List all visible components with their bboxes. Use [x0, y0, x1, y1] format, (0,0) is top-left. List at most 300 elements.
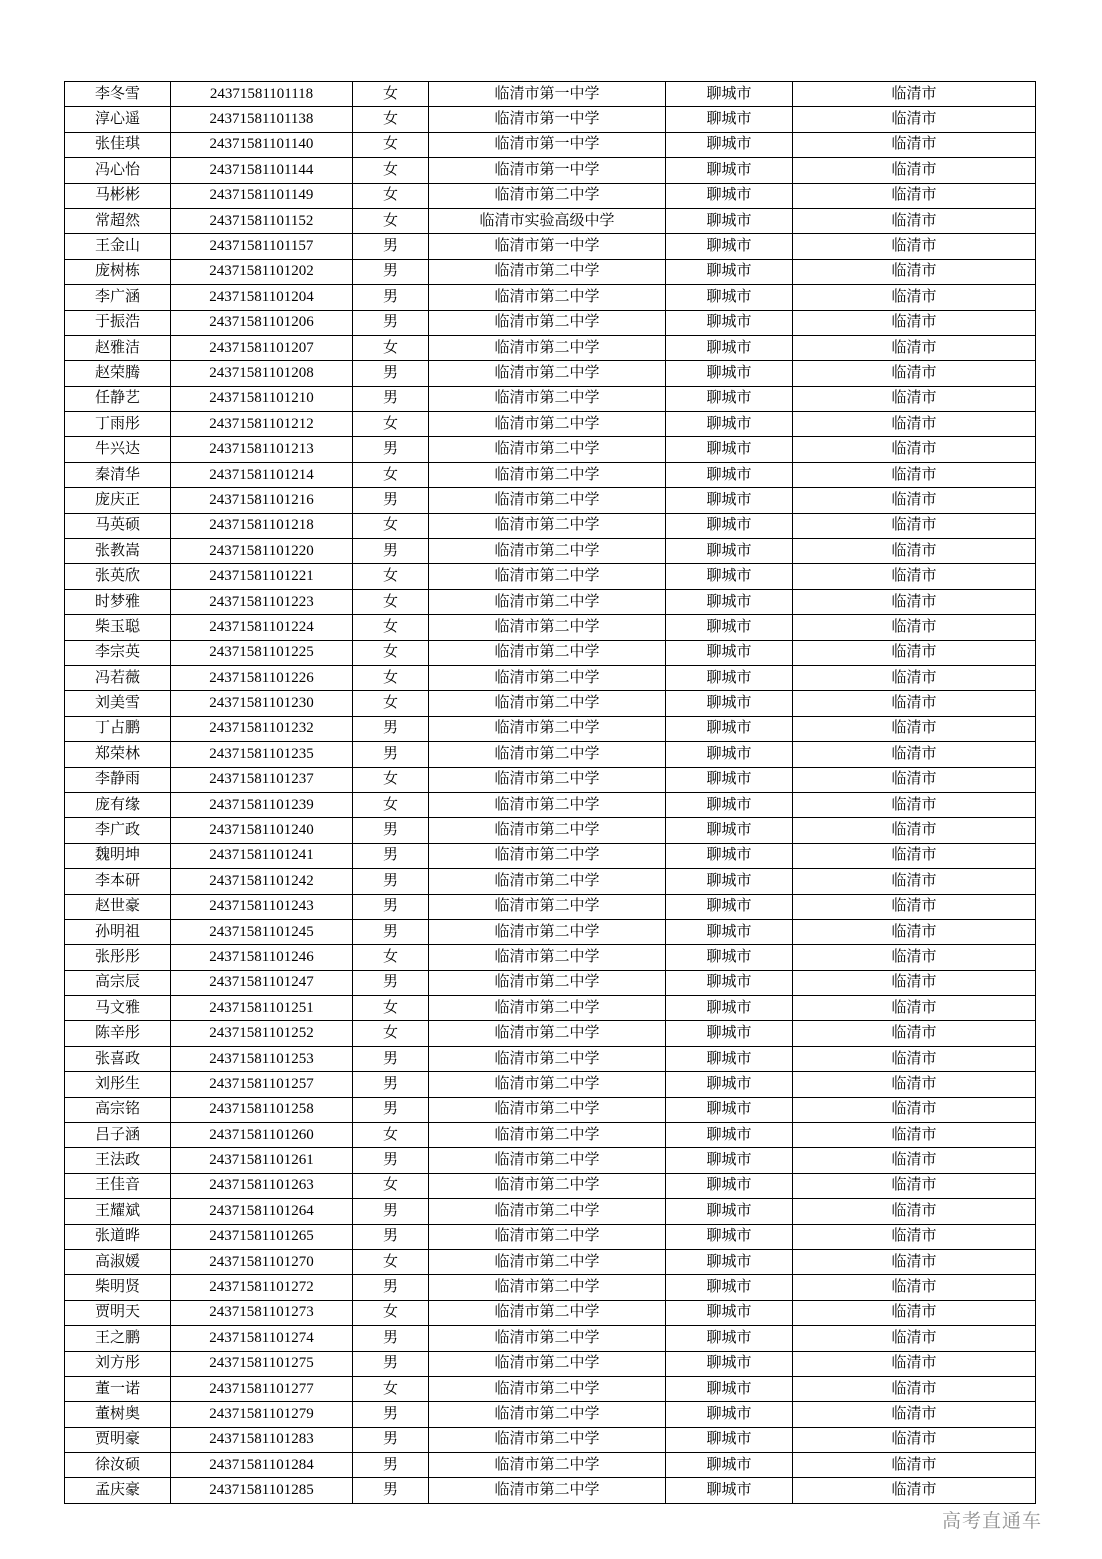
table-row [65, 665, 1036, 690]
cell-name: 丁占鹏 [65, 716, 171, 741]
cell-city: 聊城市 [666, 412, 793, 437]
cell-exam-number: 24371581101224 [171, 615, 353, 640]
table-row [65, 996, 1036, 1021]
cell-exam-number: 24371581101149 [171, 183, 353, 208]
cell-gender: 男 [353, 843, 429, 868]
cell-city: 聊城市 [666, 1478, 793, 1503]
cell-exam-number: 24371581101274 [171, 1326, 353, 1351]
table-row [65, 437, 1036, 462]
cell-county: 临清市 [793, 843, 1036, 868]
cell-county: 临清市 [793, 1097, 1036, 1122]
cell-name: 常超然 [65, 208, 171, 233]
cell-county: 临清市 [793, 894, 1036, 919]
cell-name: 李静雨 [65, 767, 171, 792]
cell-county: 临清市 [793, 792, 1036, 817]
cell-school: 临清市第二中学 [429, 1275, 666, 1300]
cell-county: 临清市 [793, 1326, 1036, 1351]
cell-name: 张道晔 [65, 1224, 171, 1249]
table-row [65, 589, 1036, 614]
table-row [65, 894, 1036, 919]
cell-city: 聊城市 [666, 970, 793, 995]
cell-school: 临清市第二中学 [429, 1376, 666, 1401]
cell-school: 临清市第二中学 [429, 970, 666, 995]
cell-school: 临清市第二中学 [429, 1249, 666, 1274]
cell-exam-number: 24371581101240 [171, 818, 353, 843]
cell-school: 临清市第二中学 [429, 564, 666, 589]
cell-school: 临清市第二中学 [429, 1427, 666, 1452]
cell-city: 聊城市 [666, 1351, 793, 1376]
cell-school: 临清市第二中学 [429, 1224, 666, 1249]
cell-school: 临清市第二中学 [429, 285, 666, 310]
cell-school: 临清市第二中学 [429, 1453, 666, 1478]
table-row [65, 1402, 1036, 1427]
cell-city: 聊城市 [666, 564, 793, 589]
cell-exam-number: 24371581101279 [171, 1402, 353, 1427]
cell-school: 临清市第二中学 [429, 716, 666, 741]
table-row [65, 183, 1036, 208]
table-row [65, 742, 1036, 767]
cell-gender: 女 [353, 665, 429, 690]
cell-gender: 女 [353, 1249, 429, 1274]
cell-county: 临清市 [793, 234, 1036, 259]
cell-name: 李本研 [65, 869, 171, 894]
cell-name: 刘彤生 [65, 1072, 171, 1097]
cell-exam-number: 24371581101260 [171, 1123, 353, 1148]
cell-county: 临清市 [793, 970, 1036, 995]
cell-city: 聊城市 [666, 1249, 793, 1274]
cell-exam-number: 24371581101251 [171, 996, 353, 1021]
cell-name: 董树奥 [65, 1402, 171, 1427]
cell-name: 陈辛彤 [65, 1021, 171, 1046]
cell-name: 赵雅洁 [65, 335, 171, 360]
cell-gender: 男 [353, 1097, 429, 1122]
cell-exam-number: 24371581101221 [171, 564, 353, 589]
cell-name: 李广涵 [65, 285, 171, 310]
cell-school: 临清市第二中学 [429, 1199, 666, 1224]
cell-county: 临清市 [793, 615, 1036, 640]
cell-gender: 男 [353, 970, 429, 995]
cell-exam-number: 24371581101265 [171, 1224, 353, 1249]
cell-city: 聊城市 [666, 945, 793, 970]
cell-gender: 女 [353, 767, 429, 792]
cell-school: 临清市第二中学 [429, 1097, 666, 1122]
cell-gender: 女 [353, 1021, 429, 1046]
cell-city: 聊城市 [666, 158, 793, 183]
cell-county: 临清市 [793, 539, 1036, 564]
cell-name: 孙明祖 [65, 919, 171, 944]
cell-gender: 男 [353, 361, 429, 386]
cell-exam-number: 24371581101237 [171, 767, 353, 792]
cell-school: 临清市第一中学 [429, 107, 666, 132]
cell-school: 临清市第二中学 [429, 513, 666, 538]
cell-name: 王耀斌 [65, 1199, 171, 1224]
table-row [65, 1249, 1036, 1274]
cell-name: 庞树栋 [65, 259, 171, 284]
cell-county: 临清市 [793, 107, 1036, 132]
cell-exam-number: 24371581101235 [171, 742, 353, 767]
cell-city: 聊城市 [666, 1148, 793, 1173]
cell-city: 聊城市 [666, 1453, 793, 1478]
cell-exam-number: 24371581101252 [171, 1021, 353, 1046]
cell-exam-number: 24371581101258 [171, 1097, 353, 1122]
cell-exam-number: 24371581101226 [171, 665, 353, 690]
cell-gender: 女 [353, 183, 429, 208]
cell-gender: 女 [353, 691, 429, 716]
cell-exam-number: 24371581101140 [171, 132, 353, 157]
cell-city: 聊城市 [666, 82, 793, 107]
cell-county: 临清市 [793, 589, 1036, 614]
cell-name: 王佳音 [65, 1173, 171, 1198]
cell-gender: 男 [353, 1326, 429, 1351]
cell-exam-number: 24371581101247 [171, 970, 353, 995]
cell-city: 聊城市 [666, 285, 793, 310]
cell-gender: 女 [353, 640, 429, 665]
cell-gender: 男 [353, 1453, 429, 1478]
cell-name: 王法政 [65, 1148, 171, 1173]
cell-exam-number: 24371581101261 [171, 1148, 353, 1173]
cell-gender: 女 [353, 132, 429, 157]
cell-name: 王金山 [65, 234, 171, 259]
cell-city: 聊城市 [666, 1275, 793, 1300]
cell-exam-number: 24371581101243 [171, 894, 353, 919]
cell-gender: 男 [353, 1072, 429, 1097]
cell-city: 聊城市 [666, 513, 793, 538]
cell-county: 临清市 [793, 310, 1036, 335]
cell-gender: 男 [353, 1046, 429, 1071]
cell-county: 临清市 [793, 285, 1036, 310]
cell-exam-number: 24371581101272 [171, 1275, 353, 1300]
cell-city: 聊城市 [666, 640, 793, 665]
cell-county: 临清市 [793, 1072, 1036, 1097]
cell-school: 临清市第二中学 [429, 767, 666, 792]
cell-name: 李冬雪 [65, 82, 171, 107]
cell-gender: 女 [353, 412, 429, 437]
table-row [65, 843, 1036, 868]
cell-name: 张佳琪 [65, 132, 171, 157]
cell-exam-number: 24371581101210 [171, 386, 353, 411]
cell-county: 临清市 [793, 1123, 1036, 1148]
cell-gender: 男 [353, 437, 429, 462]
cell-gender: 女 [353, 208, 429, 233]
cell-name: 淳心遥 [65, 107, 171, 132]
cell-gender: 女 [353, 1173, 429, 1198]
cell-exam-number: 24371581101212 [171, 412, 353, 437]
cell-county: 临清市 [793, 82, 1036, 107]
cell-school: 临清市第二中学 [429, 894, 666, 919]
cell-gender: 女 [353, 158, 429, 183]
cell-county: 临清市 [793, 1427, 1036, 1452]
cell-school: 临清市第二中学 [429, 945, 666, 970]
cell-name: 赵世豪 [65, 894, 171, 919]
cell-name: 张彤彤 [65, 945, 171, 970]
cell-city: 聊城市 [666, 107, 793, 132]
cell-gender: 女 [353, 589, 429, 614]
table-row [65, 1376, 1036, 1401]
table-row [65, 564, 1036, 589]
table-row [65, 1097, 1036, 1122]
cell-county: 临清市 [793, 996, 1036, 1021]
cell-school: 临清市第一中学 [429, 158, 666, 183]
cell-county: 临清市 [793, 716, 1036, 741]
cell-school: 临清市第二中学 [429, 1351, 666, 1376]
cell-county: 临清市 [793, 564, 1036, 589]
cell-name: 冯若薇 [65, 665, 171, 690]
cell-school: 临清市第二中学 [429, 1046, 666, 1071]
cell-gender: 男 [353, 1402, 429, 1427]
cell-name: 高宗铭 [65, 1097, 171, 1122]
cell-school: 临清市第二中学 [429, 589, 666, 614]
cell-name: 刘美雪 [65, 691, 171, 716]
cell-name: 赵荣腾 [65, 361, 171, 386]
cell-gender: 男 [353, 1224, 429, 1249]
cell-county: 临清市 [793, 691, 1036, 716]
cell-exam-number: 24371581101253 [171, 1046, 353, 1071]
cell-gender: 男 [353, 919, 429, 944]
cell-exam-number: 24371581101270 [171, 1249, 353, 1274]
table-row [65, 1123, 1036, 1148]
cell-county: 临清市 [793, 1021, 1036, 1046]
cell-exam-number: 24371581101277 [171, 1376, 353, 1401]
cell-school: 临清市第二中学 [429, 615, 666, 640]
table-row [65, 640, 1036, 665]
table-row [65, 1148, 1036, 1173]
cell-school: 临清市第二中学 [429, 1326, 666, 1351]
cell-gender: 男 [353, 1275, 429, 1300]
cell-county: 临清市 [793, 1199, 1036, 1224]
cell-school: 临清市第二中学 [429, 488, 666, 513]
cell-school: 临清市第二中学 [429, 1478, 666, 1503]
table-row [65, 716, 1036, 741]
cell-school: 临清市第二中学 [429, 1300, 666, 1325]
cell-name: 马英硕 [65, 513, 171, 538]
cell-school: 临清市第二中学 [429, 919, 666, 944]
cell-exam-number: 24371581101275 [171, 1351, 353, 1376]
cell-name: 王之鹏 [65, 1326, 171, 1351]
cell-exam-number: 24371581101218 [171, 513, 353, 538]
cell-school: 临清市实验高级中学 [429, 208, 666, 233]
cell-gender: 男 [353, 285, 429, 310]
cell-gender: 女 [353, 82, 429, 107]
cell-exam-number: 24371581101230 [171, 691, 353, 716]
table-row [65, 1326, 1036, 1351]
cell-gender: 女 [353, 513, 429, 538]
cell-school: 临清市第二中学 [429, 1123, 666, 1148]
cell-city: 聊城市 [666, 310, 793, 335]
cell-city: 聊城市 [666, 767, 793, 792]
cell-county: 临清市 [793, 1478, 1036, 1503]
cell-city: 聊城市 [666, 996, 793, 1021]
table-row [65, 285, 1036, 310]
cell-school: 临清市第二中学 [429, 183, 666, 208]
cell-exam-number: 24371581101208 [171, 361, 353, 386]
cell-exam-number: 24371581101207 [171, 335, 353, 360]
table-row [65, 970, 1036, 995]
table-row [65, 615, 1036, 640]
table-row [65, 818, 1036, 843]
cell-exam-number: 24371581101206 [171, 310, 353, 335]
cell-city: 聊城市 [666, 208, 793, 233]
cell-gender: 男 [353, 1427, 429, 1452]
cell-name: 柴明贤 [65, 1275, 171, 1300]
cell-name: 任静艺 [65, 386, 171, 411]
cell-county: 临清市 [793, 919, 1036, 944]
cell-exam-number: 24371581101232 [171, 716, 353, 741]
table-row [65, 488, 1036, 513]
cell-county: 临清市 [793, 1046, 1036, 1071]
cell-school: 临清市第一中学 [429, 82, 666, 107]
cell-name: 郑荣林 [65, 742, 171, 767]
cell-county: 临清市 [793, 412, 1036, 437]
table-row [65, 919, 1036, 944]
table-row [65, 1173, 1036, 1198]
cell-exam-number: 24371581101213 [171, 437, 353, 462]
cell-exam-number: 24371581101257 [171, 1072, 353, 1097]
cell-county: 临清市 [793, 335, 1036, 360]
cell-city: 聊城市 [666, 462, 793, 487]
table-row [65, 234, 1036, 259]
cell-exam-number: 24371581101214 [171, 462, 353, 487]
cell-exam-number: 24371581101216 [171, 488, 353, 513]
table-row [65, 361, 1036, 386]
cell-gender: 男 [353, 234, 429, 259]
cell-city: 聊城市 [666, 843, 793, 868]
cell-exam-number: 24371581101202 [171, 259, 353, 284]
cell-city: 聊城市 [666, 183, 793, 208]
table-row [65, 1021, 1036, 1046]
cell-gender: 男 [353, 1351, 429, 1376]
cell-gender: 女 [353, 107, 429, 132]
table-row [65, 259, 1036, 284]
cell-city: 聊城市 [666, 615, 793, 640]
cell-exam-number: 24371581101245 [171, 919, 353, 944]
cell-county: 临清市 [793, 1453, 1036, 1478]
cell-exam-number: 24371581101138 [171, 107, 353, 132]
cell-city: 聊城市 [666, 894, 793, 919]
cell-gender: 女 [353, 564, 429, 589]
cell-name: 庞有缘 [65, 792, 171, 817]
table-row [65, 462, 1036, 487]
cell-city: 聊城市 [666, 742, 793, 767]
table-row [65, 82, 1036, 107]
cell-exam-number: 24371581101285 [171, 1478, 353, 1503]
cell-school: 临清市第二中学 [429, 539, 666, 564]
cell-exam-number: 24371581101157 [171, 234, 353, 259]
cell-name: 高宗辰 [65, 970, 171, 995]
cell-county: 临清市 [793, 462, 1036, 487]
cell-name: 冯心怡 [65, 158, 171, 183]
cell-gender: 女 [353, 1300, 429, 1325]
cell-name: 时梦雅 [65, 589, 171, 614]
cell-exam-number: 24371581101241 [171, 843, 353, 868]
cell-school: 临清市第二中学 [429, 869, 666, 894]
table-row [65, 1478, 1036, 1503]
cell-county: 临清市 [793, 361, 1036, 386]
table-row [65, 1351, 1036, 1376]
cell-name: 柴玉聪 [65, 615, 171, 640]
table-row [65, 1072, 1036, 1097]
cell-school: 临清市第二中学 [429, 1402, 666, 1427]
cell-school: 临清市第二中学 [429, 640, 666, 665]
cell-school: 临清市第二中学 [429, 665, 666, 690]
cell-school: 临清市第一中学 [429, 234, 666, 259]
cell-city: 聊城市 [666, 361, 793, 386]
cell-gender: 男 [353, 716, 429, 741]
cell-city: 聊城市 [666, 335, 793, 360]
table-row [65, 1046, 1036, 1071]
cell-gender: 男 [353, 818, 429, 843]
cell-gender: 女 [353, 792, 429, 817]
cell-name: 高淑媛 [65, 1249, 171, 1274]
cell-city: 聊城市 [666, 1427, 793, 1452]
cell-name: 张教嵩 [65, 539, 171, 564]
cell-county: 临清市 [793, 1351, 1036, 1376]
cell-gender: 女 [353, 615, 429, 640]
cell-county: 临清市 [793, 1249, 1036, 1274]
cell-city: 聊城市 [666, 665, 793, 690]
cell-county: 临清市 [793, 386, 1036, 411]
cell-exam-number: 24371581101246 [171, 945, 353, 970]
cell-name: 吕子涵 [65, 1123, 171, 1148]
cell-city: 聊城市 [666, 488, 793, 513]
cell-school: 临清市第二中学 [429, 335, 666, 360]
cell-county: 临清市 [793, 488, 1036, 513]
cell-school: 临清市第二中学 [429, 437, 666, 462]
table-row [65, 945, 1036, 970]
cell-gender: 男 [353, 869, 429, 894]
cell-county: 临清市 [793, 1275, 1036, 1300]
table-row [65, 1300, 1036, 1325]
cell-gender: 男 [353, 1478, 429, 1503]
table-row [65, 1453, 1036, 1478]
table-row [65, 412, 1036, 437]
cell-county: 临清市 [793, 742, 1036, 767]
cell-gender: 男 [353, 1148, 429, 1173]
cell-school: 临清市第二中学 [429, 386, 666, 411]
cell-school: 临清市第二中学 [429, 792, 666, 817]
cell-county: 临清市 [793, 208, 1036, 233]
table-row [65, 767, 1036, 792]
cell-name: 秦清华 [65, 462, 171, 487]
cell-gender: 男 [353, 539, 429, 564]
cell-gender: 男 [353, 386, 429, 411]
cell-name: 马彬彬 [65, 183, 171, 208]
cell-exam-number: 24371581101144 [171, 158, 353, 183]
cell-school: 临清市第二中学 [429, 1021, 666, 1046]
student-roster-table [64, 81, 1036, 1504]
cell-gender: 女 [353, 462, 429, 487]
cell-county: 临清市 [793, 1376, 1036, 1401]
cell-name: 贾明天 [65, 1300, 171, 1325]
cell-school: 临清市第二中学 [429, 259, 666, 284]
cell-city: 聊城市 [666, 1300, 793, 1325]
cell-city: 聊城市 [666, 1123, 793, 1148]
cell-gender: 女 [353, 335, 429, 360]
cell-name: 贾明豪 [65, 1427, 171, 1452]
cell-name: 张喜政 [65, 1046, 171, 1071]
cell-county: 临清市 [793, 640, 1036, 665]
cell-name: 刘方彤 [65, 1351, 171, 1376]
cell-exam-number: 24371581101204 [171, 285, 353, 310]
cell-county: 临清市 [793, 665, 1036, 690]
cell-school: 临清市第一中学 [429, 132, 666, 157]
table-row [65, 310, 1036, 335]
cell-county: 临清市 [793, 818, 1036, 843]
cell-city: 聊城市 [666, 716, 793, 741]
cell-name: 李宗英 [65, 640, 171, 665]
table-row [65, 1224, 1036, 1249]
cell-gender: 女 [353, 1376, 429, 1401]
cell-county: 临清市 [793, 437, 1036, 462]
